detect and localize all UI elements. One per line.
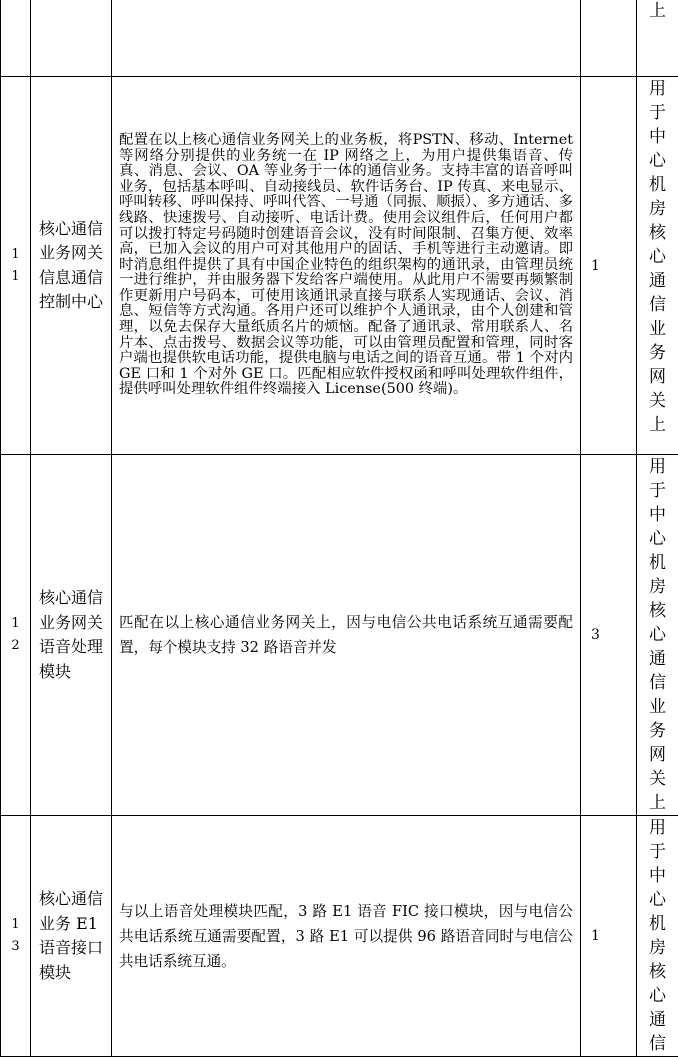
description-cell: 配置在以上核心通信业务网关上的业务板，将PSTN、移动、Internet 等网络分别提供的业务统一在 IP 网络之上，为用户提供集语音、传真、消息、会议、OA 等业务于一体的通信业务。支持丰富的语音呼叫业务，包括基本呼叫、自动接线员、软件话务台、IP 传真、来电显示、呼叫转移、呼叫保持、呼叫代答、一号通（同振、顺振）、多方通话、多线路、快速拨号、自动接听、电话计费。使用会议组件后，任何用户都可以拨打特定号码随时创建语音会议，没有时间限制、召集方便、效率高，已加入会议的用户可对其他用户的固话、手机等进行主动邀请。即时消息组件提供了具有中国企业特色的组织架构的通讯录，由管理员统一进行维护，并由服务器下发给客户端使用。从此用户不需要再频繁制作更新用户号码本，可使用该通讯录直接与联系人实现通话、会议、消息、短信等方式沟通。各用户还可以维护个人通讯录，由个人创建和管理，以免去保存大量纸质名片的烦恼。配备了通讯录、常用联系人、名片本、点击拨号、数据会议等功能，可以由管理员配置和管理，同时客户端也提供软电话功能，提供电脑与电话之间的语音互通。带 1 个对内 GE 口和 1 个对外 GE 口。匹配相应软件授权函和呼叫处理软件组件，提供呼叫处理软件组件终端接入 License(500 终端)。 bbox=[112, 77, 581, 455]
row-number-cell: 12 bbox=[1, 455, 31, 816]
item-name-cell: 核心通信业务网关语音处理模块 bbox=[31, 455, 112, 816]
quantity-cell: 3 bbox=[581, 455, 637, 816]
description-cell: 与以上语音处理模块匹配，3 路 E1 语音 FIC 接口模块，因与电信公共电话系统互通需要配置，3 路 E1 可以提供 96 路语音同时与电信公共电话系统互通。 bbox=[112, 816, 581, 1057]
table-row bbox=[1, 0, 678, 77]
row-number-cell bbox=[1, 0, 31, 77]
usage-cell: 用于中心机房核心通信 bbox=[637, 816, 678, 1057]
usage-cell: 用于中心机房核心通信业务网关上 bbox=[637, 77, 678, 455]
item-name-cell: 核心通信业务网关信息通信控制中心 bbox=[31, 77, 112, 455]
item-name-cell: 核心通信业务 E1 语音接口模块 bbox=[31, 816, 112, 1057]
description-cell bbox=[112, 0, 581, 77]
table-row bbox=[1, 816, 678, 1057]
usage-cell: 上 bbox=[637, 0, 678, 77]
usage-cell: 用于中心机房核心通信业务网关上 bbox=[637, 455, 678, 816]
quantity-cell bbox=[581, 0, 637, 77]
item-name-cell bbox=[31, 0, 112, 77]
quantity-cell: 1 bbox=[581, 77, 637, 455]
row-number-cell: 13 bbox=[1, 816, 31, 1057]
table-row bbox=[1, 77, 678, 455]
table-row bbox=[1, 455, 678, 816]
row-number-cell: 11 bbox=[1, 77, 31, 455]
description-cell: 匹配在以上核心通信业务网关上，因与电信公共电话系统互通需要配置，每个模块支持 32 路语音并发 bbox=[112, 455, 581, 816]
quantity-cell: 1 bbox=[581, 816, 637, 1057]
